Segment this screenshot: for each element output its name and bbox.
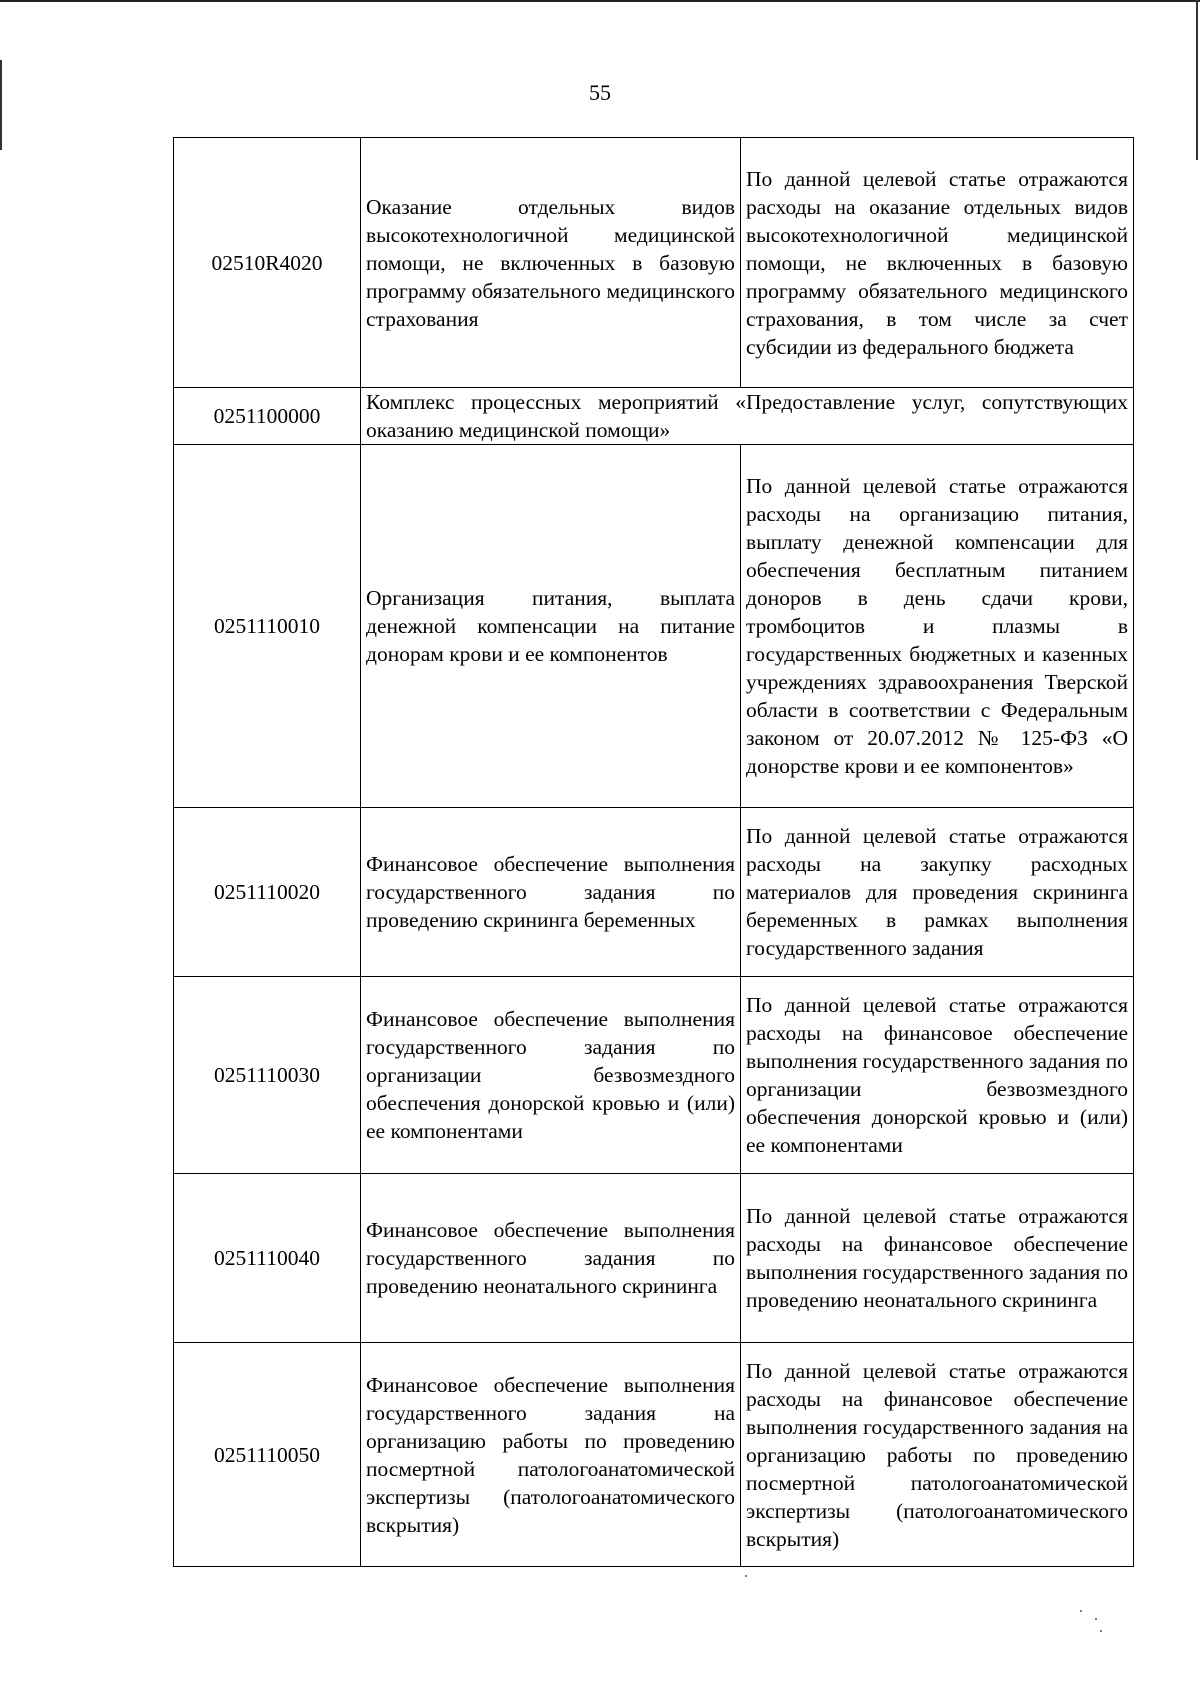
article-description: По данной целевой статье отражаются расходы на финансовое обеспечение выполнения государственного задания на организацию работы по проведению посмертной патологоанатомической экспертизы (патологоанатомического вскрытия): [741, 1343, 1134, 1567]
scan-speck: [1080, 1610, 1082, 1612]
article-code: 0251100000: [174, 388, 361, 445]
article-name: Финансовое обеспечение выполнения государственного задания по проведению скрининга беременных: [361, 808, 741, 977]
table-row: [174, 977, 1134, 1174]
table-row: [174, 445, 1134, 808]
article-code: 0251110030: [174, 977, 361, 1174]
article-name: Организация питания, выплата денежной компенсации на питание донорам крови и ее компонентов: [361, 445, 741, 808]
table-row: [174, 1343, 1134, 1567]
article-code: 0251110040: [174, 1174, 361, 1343]
table-row: [174, 138, 1134, 388]
article-description: По данной целевой статье отражаются расходы на оказание отдельных видов высокотехнологичной медицинской помощи, не включенных в базовую программу обязательного медицинского страхования, в том числе за счет субсидии из федерального бюджета: [741, 138, 1134, 388]
article-code: 0251110050: [174, 1343, 361, 1567]
table-row: [174, 808, 1134, 977]
target-articles-table: [173, 137, 1134, 1567]
article-name: Комплекс процессных мероприятий «Предоставление услуг, сопутствующих оказанию медицинской помощи»: [361, 388, 1134, 445]
article-code: 02510R4020: [174, 138, 361, 388]
page-number: 55: [589, 80, 611, 105]
table-row: [174, 1174, 1134, 1343]
article-code: 0251110010: [174, 445, 361, 808]
scan-speck: [1100, 1630, 1102, 1632]
article-name: Финансовое обеспечение выполнения государственного задания по проведению неонатального скрининга: [361, 1174, 741, 1343]
scan-edge-top: [0, 0, 1200, 2]
article-description: По данной целевой статье отражаются расходы на закупку расходных материалов для проведения скрининга беременных в рамках выполнения государственного задания: [741, 808, 1134, 977]
article-description: По данной целевой статье отражаются расходы на финансовое обеспечение выполнения государственного задания по организации безвозмездного обеспечения донорской кровью и (или) ее компонентами: [741, 977, 1134, 1174]
table-row: [174, 388, 1134, 445]
scan-speck: [1095, 1618, 1097, 1620]
article-description: По данной целевой статье отражаются расходы на организацию питания, выплату денежной компенсации для обеспечения бесплатным питанием доноров в день сдачи крови, тромбоцитов и плазмы в государственных бюджетных и казенных учреждениях здравоохранения Тверской области в соответствии с Федеральным законом от 20.07.2012 № 125-ФЗ «О донорстве крови и ее компонентов»: [741, 445, 1134, 808]
article-description: По данной целевой статье отражаются расходы на финансовое обеспечение выполнения государственного задания по проведению неонатального скрининга: [741, 1174, 1134, 1343]
article-code: 0251110020: [174, 808, 361, 977]
article-name: Финансовое обеспечение выполнения государственного задания по организации безвозмездного обеспечения донорской кровью и (или) ее компонентами: [361, 977, 741, 1174]
scan-speck: [745, 1575, 747, 1577]
article-name: Оказание отдельных видов высокотехнологичной медицинской помощи, не включенных в базовую программу обязательного медицинского страхования: [361, 138, 741, 388]
article-name: Финансовое обеспечение выполнения государственного задания на организацию работы по проведению посмертной патологоанатомической экспертизы (патологоанатомического вскрытия): [361, 1343, 741, 1567]
